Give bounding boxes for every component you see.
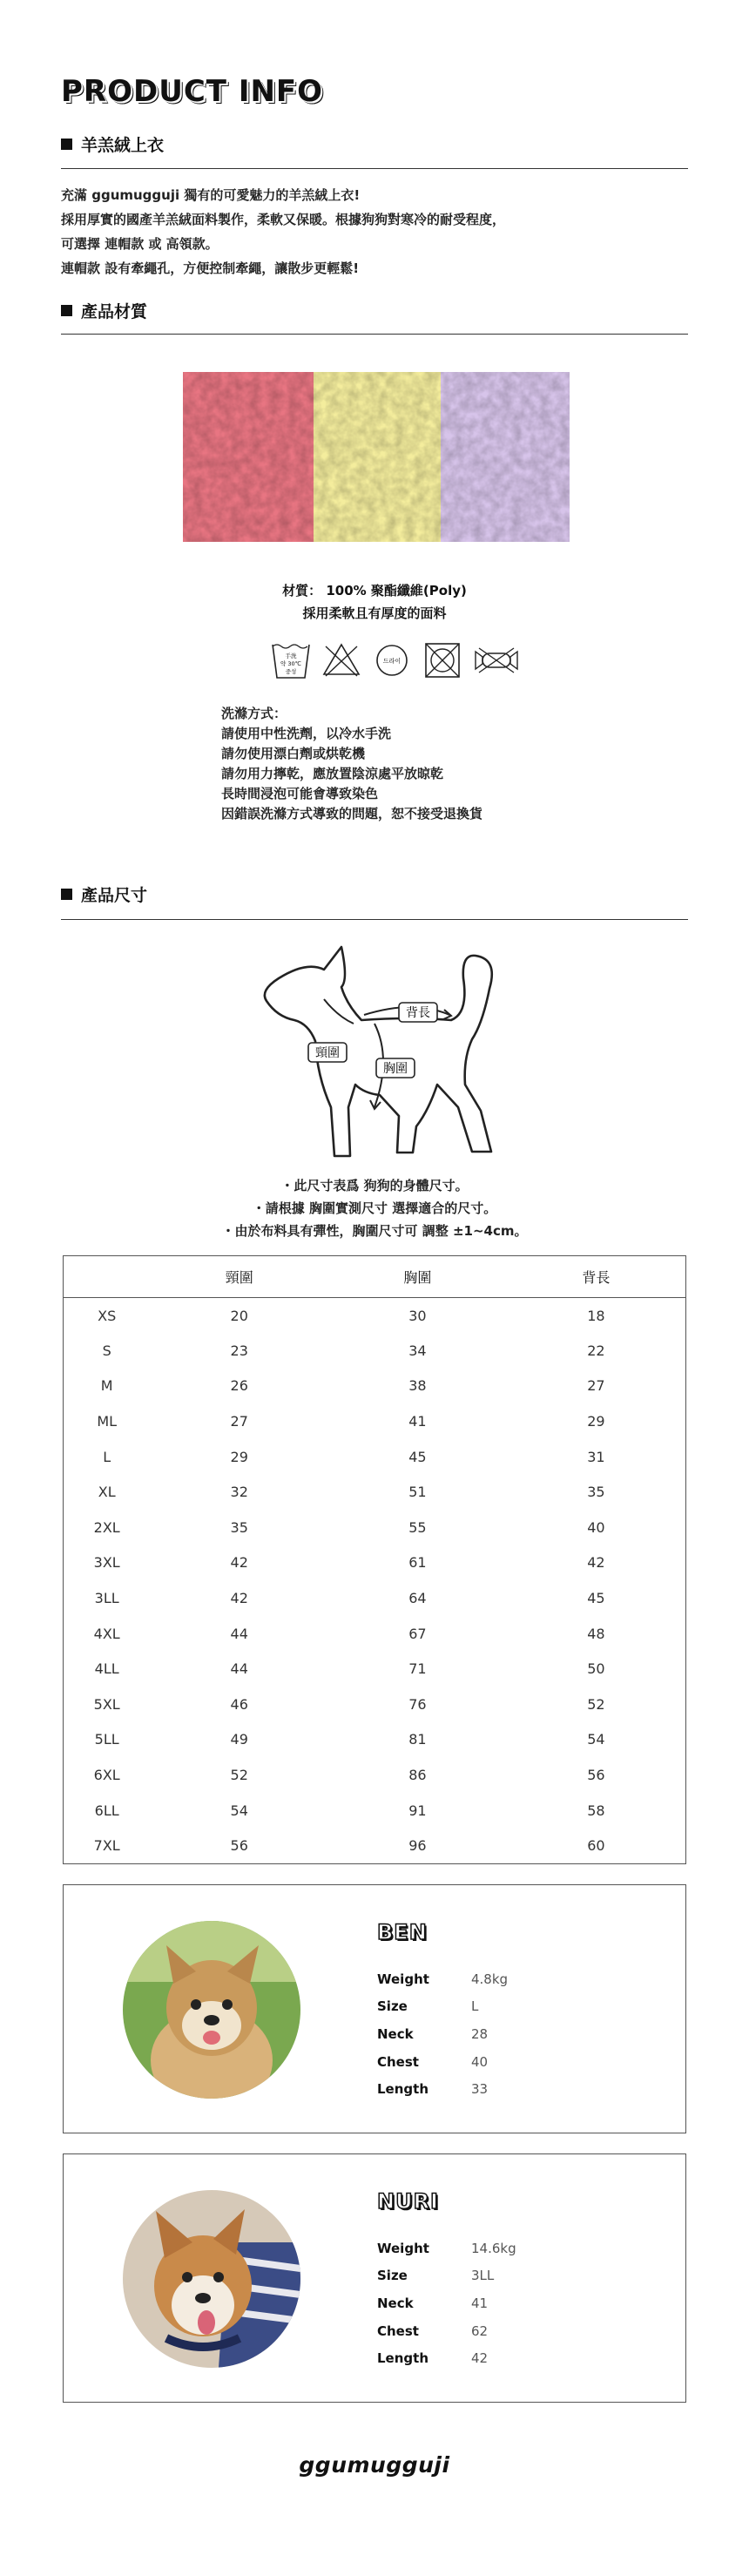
- dog-photo: [123, 2190, 300, 2368]
- care-icon-text: 중성: [285, 668, 297, 675]
- size-value-cell: 61: [408, 1554, 427, 1572]
- size-value-cell: 29: [587, 1413, 605, 1430]
- stat-value: 28: [471, 2025, 489, 2042]
- table-row: [64, 1474, 686, 1510]
- size-value-cell: 23: [230, 1342, 248, 1359]
- size-table: [63, 1255, 686, 1864]
- divider: [61, 919, 688, 920]
- material-line: 材質： 100% 聚酯纖維(Poly): [282, 583, 467, 598]
- wash-item: 請使用中性洗劑，以冷水手洗: [221, 726, 392, 741]
- section-heading-product: [61, 132, 164, 156]
- model-card: [63, 2153, 686, 2403]
- stat-label: Weight: [377, 1971, 429, 1987]
- fabric-swatch-image: [183, 372, 570, 542]
- table-row: [64, 1722, 686, 1758]
- dog-name: BEN: [377, 1920, 428, 1944]
- size-label-cell: 6LL: [94, 1802, 119, 1819]
- size-label-cell: S: [102, 1342, 111, 1359]
- size-label-cell: M: [100, 1377, 113, 1395]
- stat-row: [377, 1993, 508, 2021]
- wash-item: 長時間浸泡可能會導致染色: [221, 786, 379, 801]
- size-value-cell: 52: [230, 1767, 248, 1784]
- square-bullet-icon: [61, 139, 72, 150]
- stat-label: Neck: [377, 2025, 414, 2042]
- header-cell: [64, 1256, 151, 1298]
- size-value-cell: 48: [587, 1625, 605, 1642]
- dog-measurement-diagram: [244, 936, 505, 1172]
- size-label-cell: L: [103, 1448, 111, 1465]
- size-value-cell: 71: [408, 1660, 427, 1678]
- size-value-cell: 18: [587, 1307, 605, 1324]
- header-cell: 頸圍: [150, 1256, 328, 1298]
- back-label: 背長: [406, 1006, 430, 1020]
- size-value-cell: 41: [408, 1413, 427, 1430]
- size-value-cell: 54: [230, 1802, 248, 1819]
- table-row: [64, 1687, 686, 1722]
- stat-row: [377, 2317, 516, 2345]
- care-icon-text: 手洗: [285, 652, 297, 659]
- care-icon-text: 드라이: [382, 658, 401, 665]
- no-tumble-dry-icon: [422, 636, 463, 681]
- table-row: [64, 1333, 686, 1369]
- stat-label: Neck: [377, 2295, 414, 2311]
- stat-label: Chest: [377, 2053, 419, 2070]
- size-value-cell: 60: [587, 1836, 605, 1854]
- size-value-cell: 50: [587, 1660, 605, 1678]
- table-row: [64, 1793, 686, 1829]
- table-row: [64, 1580, 686, 1616]
- size-value-cell: 96: [408, 1836, 427, 1854]
- size-value-cell: 81: [408, 1731, 427, 1748]
- size-value-cell: 35: [587, 1484, 605, 1501]
- size-label-cell: 6XL: [93, 1767, 120, 1784]
- size-value-cell: 58: [587, 1802, 605, 1819]
- size-value-cell: 42: [230, 1590, 248, 1607]
- dog-photo: [123, 1921, 300, 2099]
- stat-row: [377, 2048, 508, 2076]
- table-row: [64, 1757, 686, 1793]
- size-value-cell: 27: [587, 1377, 605, 1395]
- stat-row: [377, 2289, 516, 2317]
- product-description: [61, 183, 505, 281]
- section-heading-material: [61, 299, 147, 322]
- size-value-cell: 22: [587, 1342, 605, 1359]
- size-label-cell: 3LL: [94, 1590, 119, 1607]
- size-label-cell: 3XL: [93, 1554, 120, 1572]
- size-value-cell: 26: [230, 1377, 248, 1395]
- size-value-cell: 42: [230, 1554, 248, 1572]
- table-row: [64, 1403, 686, 1439]
- stat-label: Length: [377, 2350, 428, 2367]
- stat-row: [377, 2020, 508, 2048]
- stat-row: [377, 2235, 516, 2262]
- size-label-cell: 4LL: [94, 1660, 119, 1678]
- size-value-cell: 64: [408, 1590, 427, 1607]
- table-row: [64, 1298, 686, 1334]
- size-value-cell: 40: [587, 1518, 605, 1536]
- section-heading-label: 羊羔絨上衣: [81, 136, 165, 155]
- size-table-header: [64, 1256, 686, 1298]
- stat-label: Size: [377, 2268, 408, 2284]
- size-value-cell: 56: [230, 1836, 248, 1854]
- model-card: [63, 1884, 686, 2133]
- table-row: [64, 1651, 686, 1687]
- stat-value: 41: [471, 2295, 489, 2311]
- dry-clean-icon: [371, 636, 413, 681]
- stat-value: 42: [471, 2350, 489, 2367]
- size-value-cell: 56: [587, 1767, 605, 1784]
- dog-stats: [377, 2235, 516, 2372]
- stat-row: [377, 2344, 516, 2372]
- size-note: ・此尺寸表爲 狗狗的身體尺寸。: [280, 1178, 469, 1193]
- square-bullet-icon: [61, 305, 72, 316]
- size-value-cell: 52: [587, 1695, 605, 1713]
- size-value-cell: 55: [408, 1518, 427, 1536]
- stat-row: [377, 1965, 508, 1993]
- table-row: [64, 1616, 686, 1652]
- section-heading-label: 產品尺寸: [81, 886, 148, 905]
- size-label-cell: 7XL: [93, 1836, 120, 1854]
- table-row: [64, 1828, 686, 1863]
- size-value-cell: 86: [408, 1767, 427, 1784]
- table-row: [64, 1545, 686, 1581]
- divider: [61, 168, 688, 169]
- wash-item: 請勿用力擰乾，應放置陰涼處平放晾乾: [221, 766, 444, 781]
- brand-logo: ggumugguji: [299, 2452, 450, 2478]
- section-heading-size: [61, 882, 147, 906]
- dog-stats: [377, 1965, 508, 2103]
- description-line: 充滿 ggumugguji 獨有的可愛魅力的羊羔絨上衣!: [61, 187, 361, 203]
- size-value-cell: 51: [408, 1484, 427, 1501]
- dog-outline: [265, 947, 492, 1156]
- size-value-cell: 54: [587, 1731, 605, 1748]
- size-label-cell: 4XL: [93, 1625, 120, 1642]
- description-line: 採用厚實的國產羊羔絨面料製作，柔軟又保暖。根據狗狗對寒冷的耐受程度，: [61, 212, 506, 227]
- wash-instructions: [221, 704, 482, 824]
- stat-label: Chest: [377, 2322, 419, 2339]
- stat-value: 33: [471, 2081, 489, 2098]
- size-value-cell: 27: [230, 1413, 248, 1430]
- stat-label: Weight: [377, 2240, 429, 2256]
- size-label-cell: XS: [98, 1307, 117, 1324]
- size-label-cell: XL: [98, 1484, 116, 1501]
- stat-value: L: [471, 1998, 479, 2015]
- size-value-cell: 30: [408, 1307, 427, 1324]
- size-value-cell: 67: [408, 1625, 427, 1642]
- stat-value: 14.6kg: [471, 2240, 516, 2256]
- stat-label: Length: [377, 2081, 428, 2098]
- size-value-cell: 91: [408, 1802, 427, 1819]
- description-line: 連帽款 設有牽繩孔，方便控制牽繩，讓散步更輕鬆!: [61, 260, 360, 276]
- stat-label: Size: [377, 1998, 408, 2015]
- size-value-cell: 49: [230, 1731, 248, 1748]
- size-label-cell: 2XL: [93, 1518, 120, 1536]
- size-value-cell: 44: [230, 1625, 248, 1642]
- hand-wash-icon: [270, 636, 312, 681]
- table-row: [64, 1369, 686, 1404]
- care-icons: [270, 636, 521, 681]
- stat-value: 40: [471, 2053, 489, 2070]
- stat-row: [377, 2075, 508, 2103]
- section-heading-label: 產品材質: [81, 302, 148, 321]
- size-label-cell: ML: [97, 1413, 118, 1430]
- stat-row: [377, 2262, 516, 2290]
- divider: [61, 334, 688, 335]
- size-value-cell: 44: [230, 1660, 248, 1678]
- size-value-cell: 46: [230, 1695, 248, 1713]
- size-value-cell: 38: [408, 1377, 427, 1395]
- size-notes: [0, 1174, 749, 1242]
- size-label-cell: 5XL: [93, 1695, 120, 1713]
- material-info: [0, 579, 749, 625]
- size-note: ・由於布料具有彈性，胸圍尺寸可 調整 ±1~4cm。: [221, 1223, 528, 1239]
- stat-value: 3LL: [471, 2268, 495, 2284]
- square-bullet-icon: [61, 889, 72, 900]
- wash-item: 因錯誤洗滌方式導致的問題，恕不接受退換貨: [221, 806, 483, 821]
- size-value-cell: 42: [587, 1554, 605, 1572]
- header-cell: 背長: [507, 1256, 686, 1298]
- description-line: 可選擇 連帽款 或 高領款。: [61, 236, 219, 252]
- size-table-body: [64, 1298, 686, 1864]
- stat-value: 62: [471, 2322, 489, 2339]
- size-value-cell: 35: [230, 1518, 248, 1536]
- size-value-cell: 31: [587, 1448, 605, 1465]
- size-value-cell: 32: [230, 1484, 248, 1501]
- size-value-cell: 45: [408, 1448, 427, 1465]
- stat-value: 4.8kg: [471, 1971, 509, 1987]
- table-row: [64, 1510, 686, 1545]
- do-not-wring-icon: [472, 636, 521, 681]
- dog-name: NURI: [377, 2189, 439, 2214]
- size-value-cell: 76: [408, 1695, 427, 1713]
- material-line: 採用柔軟且有厚度的面料: [302, 605, 447, 621]
- wash-title: 洗滌方式：: [221, 706, 287, 721]
- size-value-cell: 20: [230, 1307, 248, 1324]
- size-note: ・請根據 胸圍實測尺寸 選擇適合的尺寸。: [252, 1200, 497, 1216]
- size-label-cell: 5LL: [94, 1731, 119, 1748]
- size-value-cell: 29: [230, 1448, 248, 1465]
- size-value-cell: 34: [408, 1342, 427, 1359]
- size-value-cell: 45: [587, 1590, 605, 1607]
- page-title: PRODUCT INFO: [61, 74, 324, 109]
- care-icon-text: 약 30℃: [280, 660, 301, 667]
- neck-label: 頸圍: [315, 1046, 340, 1060]
- table-row: [64, 1439, 686, 1475]
- header-cell: 胸圍: [328, 1256, 507, 1298]
- chest-label: 胸圍: [383, 1062, 408, 1076]
- wash-item: 請勿使用漂白劑或烘乾機: [221, 746, 366, 761]
- no-bleach-icon: [321, 636, 362, 681]
